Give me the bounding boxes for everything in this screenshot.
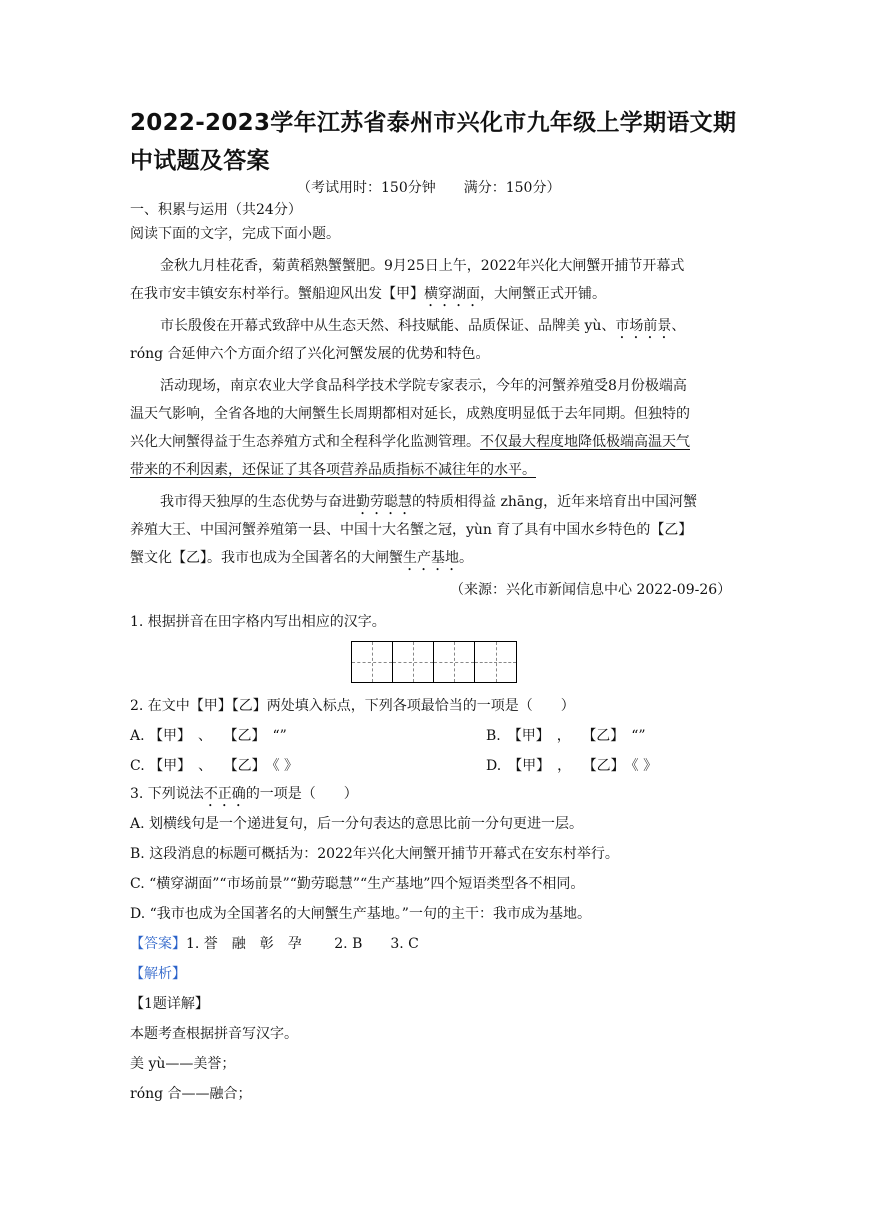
text-run: 3. 下列说法 xyxy=(130,786,204,802)
passage-line xyxy=(130,548,473,574)
option-3a: A. 划横线句是一个递进复句，后一分句表达的意思比前一分句更进一层。 xyxy=(130,816,584,832)
text-run: ，大闸蟹正式开铺。 xyxy=(480,286,606,302)
option-3c: C. “横穿湖面”“市场前景”“勤劳聪慧”“生产基地”四个短语类型各不相同。 xyxy=(130,876,585,892)
detail-text: róng 合——融合； xyxy=(130,1086,252,1102)
text-run: 兴化大闸蟹得益于生态养殖方式和全程科学化监测管理。 xyxy=(130,434,480,450)
reading-instruction: 阅读下面的文字，完成下面小题。 xyxy=(130,226,340,242)
tianzige-cell[interactable] xyxy=(475,642,516,682)
dotted-phrase: 不正确 xyxy=(203,786,246,802)
dotted-phrase: 勤劳聪慧 xyxy=(356,494,412,510)
option-2d: D. 【甲】 ， 【乙】 《 》 xyxy=(486,758,658,774)
answer-line xyxy=(130,934,419,954)
news-source: （来源：兴化市新闻信息中心 2022-09-26） xyxy=(450,582,732,598)
passage-line xyxy=(130,460,536,480)
text-run: 的一项是（ ） xyxy=(245,786,358,802)
option-2a: A. 【甲】 、 【乙】 “” xyxy=(130,728,287,744)
passage-line xyxy=(160,492,697,518)
answer-text: 1. 誉 融 彰 孕 2. B 3. C xyxy=(186,936,419,952)
section-heading: 一、积累与运用（共24分） xyxy=(130,202,302,218)
text-run: 市长殷俊在开幕式致辞中从生态天然、科技赋能、品质保证、品牌美 yù、 xyxy=(160,318,616,334)
text-run: 的特质相得益 zhāng，近年来培育出中国河蟹 xyxy=(412,494,698,510)
detail-text: 美 yù——美誉； xyxy=(130,1056,236,1072)
passage-line xyxy=(130,284,606,310)
question-2: 2. 在文中【甲】【乙】两处填入标点，下列各项最恰当的一项是（ ） xyxy=(130,698,575,714)
option-2b: B. 【甲】 ， 【乙】 “” xyxy=(486,728,646,744)
detail-text: 本题考查根据拼音写汉字。 xyxy=(130,1026,298,1042)
exam-info: （考试用时：150分钟 满分：150分） xyxy=(297,180,561,196)
option-3d: D. “我市也成为全国著名的大闸蟹生产基地。”一句的主干：我市成为基地。 xyxy=(130,906,591,922)
underlined-sentence: 不仅最大程度地降低极端高温天气 xyxy=(480,434,690,450)
passage-line: 金秋九月桂花香，菊黄稻熟蟹蟹肥。9月25日上午，2022年兴化大闸蟹开捕节开幕式 xyxy=(160,258,685,274)
tianzige-cell[interactable] xyxy=(434,642,475,682)
tianzige-grid[interactable] xyxy=(351,641,517,683)
question-1: 1. 根据拼音在田字格内写出相应的汉字。 xyxy=(130,614,386,630)
passage-line xyxy=(130,432,690,452)
text-run: 、 xyxy=(671,318,686,334)
dotted-phrase: 生产基地 xyxy=(403,550,459,566)
tianzige-cell[interactable] xyxy=(393,642,434,682)
passage-line: róng 合延伸六个方面介绍了兴化河蟹发展的优势和特色。 xyxy=(130,346,490,362)
dotted-phrase: 横穿湖面 xyxy=(424,286,480,302)
passage-line xyxy=(160,316,685,342)
option-2c: C. 【甲】 、 【乙】 《 》 xyxy=(130,758,299,774)
passage-line: 温天气影响，全省各地的大闸蟹生长周期都相对延长，成熟度明显低于去年同期。但独特的 xyxy=(130,406,690,422)
analysis-label: 【解析】 xyxy=(130,966,186,982)
detail-heading: 【1题详解】 xyxy=(130,996,209,1012)
dotted-phrase: 市场前景 xyxy=(615,318,672,334)
text-run: 在我市安丰镇安东村举行。蟹船迎风出发【甲】 xyxy=(130,286,424,302)
question-3 xyxy=(130,784,358,810)
answer-label: 【答案】 xyxy=(130,936,186,952)
text-run: 我市得天独厚的生态优势与奋进 xyxy=(160,494,356,510)
option-3b: B. 这段消息的标题可概括为：2022年兴化大闸蟹开捕节开幕式在安东村举行。 xyxy=(130,846,619,862)
text-run: 蟹文化【乙】。我市也成为全国著名的大闸蟹 xyxy=(130,550,403,566)
tianzige-cell[interactable] xyxy=(352,642,393,682)
underlined-sentence: 带来的不利因素，还保证了其各项营养品质指标不减往年的水平。 xyxy=(130,462,536,478)
text-run: 。 xyxy=(459,550,473,566)
document-title: 2022-2023学年江苏省泰州市兴化市九年级上学期语文期中试题及答案 xyxy=(130,110,737,174)
passage-line: 活动现场，南京农业大学食品科学技术学院专家表示，今年的河蟹养殖受8月份极端高 xyxy=(160,378,687,394)
passage-line: 养殖大王、中国河蟹养殖第一县、中国十大名蟹之冠，yùn 育了具有中国水乡特色的【乙】 xyxy=(130,522,693,538)
